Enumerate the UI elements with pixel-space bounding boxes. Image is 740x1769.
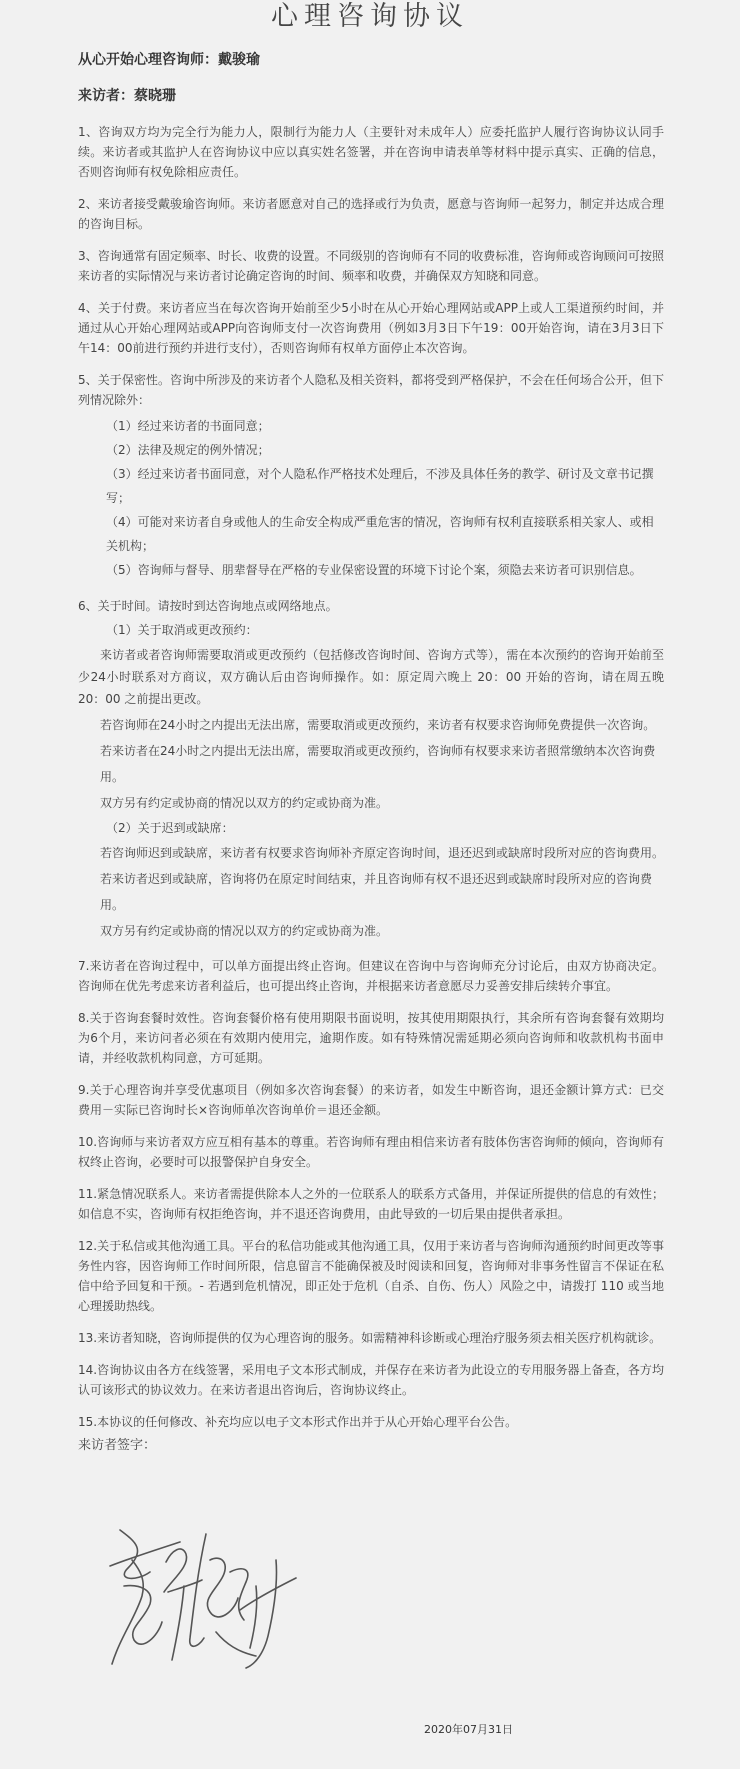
clause-5-item: （2）法律及规定的例外情况； <box>106 443 270 457</box>
clause-6-sub2-heading: （2）关于迟到或缺席： <box>106 821 234 835</box>
clause-6-sub1-text: 来访者或者咨询师需要取消或更改预约（包括修改咨询时间、咨询方式等），需在本次预约的咨询开始前至少24小时联系对方商议，双方确认后由咨询师操作。如：原定周六晚上 20：00 开始的咨询，请在周五晚 20：00 之前提出更改。 <box>78 648 664 706</box>
clause-6-sub1-line: 双方另有约定或协商的情况以双方的约定或协商为准。 <box>100 796 389 810</box>
clause-8: 8.关于咨询套餐时效性。咨询套餐价格有使用期限书面说明，按其使用期限执行，其余所有咨询套餐有效期均为6个月，来访问者必须在有效期内使用完，逾期作废。如有特殊情况需延期必须向咨询师和收款机构书面申请，并经收款机构同意，方可延期。 <box>78 1011 664 1065</box>
clause-1: 1、咨询双方均为完全行为能力人，限制行为能力人（主要针对未成年人）应委托监护人履行咨询协议认同手续。来访者或其监护人在咨询协议中应以真实姓名签署，并在咨询申请表单等材料中提示真实、正确的信息，否则咨询师有权免除相应责任。 <box>78 125 664 179</box>
clause-4: 4、关于付费。来访者应当在每次咨询开始前至少5小时在从心开始心理网站或APP上或人工渠道预约时间，并通过从心开始心理网站或APP向咨询师支付一次咨询费用（例如3月3日下午19：00开始咨询，请在3月3日下午14：00前进行预约并进行支付），否则咨询师有权单方面停止本次咨询。 <box>78 301 664 355</box>
counselor-label: 从心开始心理咨询师： <box>78 52 218 68</box>
clause-6-sub1-line: 若咨询师在24小时之内提出无法出席，需要取消或更改预约，来访者有权要求咨询师免费提供一次咨询。 <box>100 718 656 732</box>
clause-2: 2、来访者接受戴骏瑜咨询师。来访者愿意对自己的选择或行为负责，愿意与咨询师一起努力，制定并达成合理的咨询目标。 <box>78 197 664 231</box>
clause-6 <box>78 594 664 944</box>
clause-5-item: （5）咨询师与督导、朋辈督导在严格的专业保密设置的环境下讨论个案，须隐去来访者可识别信息。 <box>106 563 642 577</box>
clause-6-sub2-line: 若来访者迟到或缺席，咨询将仍在原定时间结束，并且咨询师有权不退还迟到或缺席时段所对应的咨询费用。 <box>100 872 653 912</box>
clause-5-item: （4）可能对来访者自身或他人的生命安全构成严重危害的情况，咨询师有权利直接联系相关家人、或相关机构； <box>106 515 654 553</box>
clause-13: 13.来访者知晓，咨询师提供的仅为心理咨询的服务。如需精神科诊断或心理治疗服务须去相关医疗机构就诊。 <box>78 1331 662 1345</box>
clause-5-exceptions <box>78 414 664 582</box>
document-body <box>78 42 664 1444</box>
clause-9: 9.关于心理咨询并享受优惠项目（例如多次咨询套餐）的来访者，如发生中断咨询，退还金额计算方式：已交费用－实际已咨询时长×咨询师单次咨询单价＝退还金额。 <box>78 1083 664 1117</box>
visitor-line <box>78 86 664 106</box>
clause-10: 10.咨询师与来访者双方应互相有基本的尊重。若咨询师有理由相信来访者有肢体伤害咨询师的倾向，咨询师有权终止咨询，必要时可以报警保护自身安全。 <box>78 1135 664 1169</box>
counselor-line <box>78 50 664 70</box>
visitor-label: 来访者： <box>78 88 134 104</box>
clause-7: 7.来访者在咨询过程中，可以单方面提出终止咨询。但建议在咨询中与咨询师充分讨论后，由双方协商决定。咨询师在优先考虑来访者利益后，也可提出终止咨询，并根据来访者意愿尽力妥善安排后续转介事宜。 <box>78 959 664 993</box>
clause-6-sub1-line: 若来访者在24小时之内提出无法出席，需要取消或更改预约，咨询师有权要求来访者照常缴纳本次咨询费用。 <box>100 744 656 784</box>
clause-6-heading: 6、关于时间。请按时到达咨询地点或网络地点。 <box>78 599 338 613</box>
clause-14: 14.咨询协议由各方在线签署，采用电子文本形式制成，并保存在来访者为此设立的专用服务器上备查，各方均认可该形式的协议效力。在来访者退出咨询后，咨询协议终止。 <box>78 1363 664 1397</box>
clause-6-sub1-heading: （1）关于取消或更改预约： <box>106 623 258 637</box>
clause-12: 12.关于私信或其他沟通工具。平台的私信功能或其他沟通工具，仅用于来访者与咨询师沟通预约时间更改等事务性内容，因咨询师工作时间所限，信息留言不能确保被及时阅读和回复，咨询师对非事务性留言不保证在私信中给予回复和干预。- 若遇到危机情况，即正处于危机（自杀、自伤、伤人）风险之中，请拨打 110 或当地心理援助热线。 <box>78 1239 664 1313</box>
signature-label: 来访者签字： <box>78 1438 157 1453</box>
counselor-name: 戴骏瑜 <box>218 52 260 68</box>
document-title: 心理咨询协议 <box>271 1 469 32</box>
clause-5: 5、关于保密性。咨询中所涉及的来访者个人隐私及相关资料，都将受到严格保护，不会在任何场合公开，但下列情况除外： <box>78 373 664 407</box>
handwritten-signature <box>106 1520 326 1670</box>
clause-5-item: （1）经过来访者的书面同意； <box>106 419 270 433</box>
clause-11: 11.紧急情况联系人。来访者需提供除本人之外的一位联系人的联系方式备用，并保证所提供的信息的有效性；如信息不实，咨询师有权拒绝咨询，并不退还咨询费用，由此导致的一切后果由提供者承担。 <box>78 1187 664 1221</box>
clause-6-sub2-line: 双方另有约定或协商的情况以双方的约定或协商为准。 <box>100 924 389 938</box>
clause-15: 15.本协议的任何修改、补充均应以电子文本形式作出并于从心开始心理平台公告。 <box>78 1415 518 1429</box>
clause-5-item: （3）经过来访者书面同意，对个人隐私作严格技术处理后，不涉及具体任务的教学、研讨及文章书记撰写； <box>106 467 654 505</box>
clause-3: 3、咨询通常有固定频率、时长、收费的设置。不同级别的咨询师有不同的收费标准，咨询师或咨询顾问可按照来访者的实际情况与来访者讨论确定咨询的时间、频率和收费，并确保双方知晓和同意。 <box>78 249 664 283</box>
clause-6-sub2-line: 若咨询师迟到或缺席，来访者有权要求咨询师补齐原定咨询时间，退还迟到或缺席时段所对应的咨询费用。 <box>100 846 665 860</box>
visitor-name: 蔡晓珊 <box>134 88 176 104</box>
signature-date: 2020年07月31日 <box>424 1723 513 1736</box>
